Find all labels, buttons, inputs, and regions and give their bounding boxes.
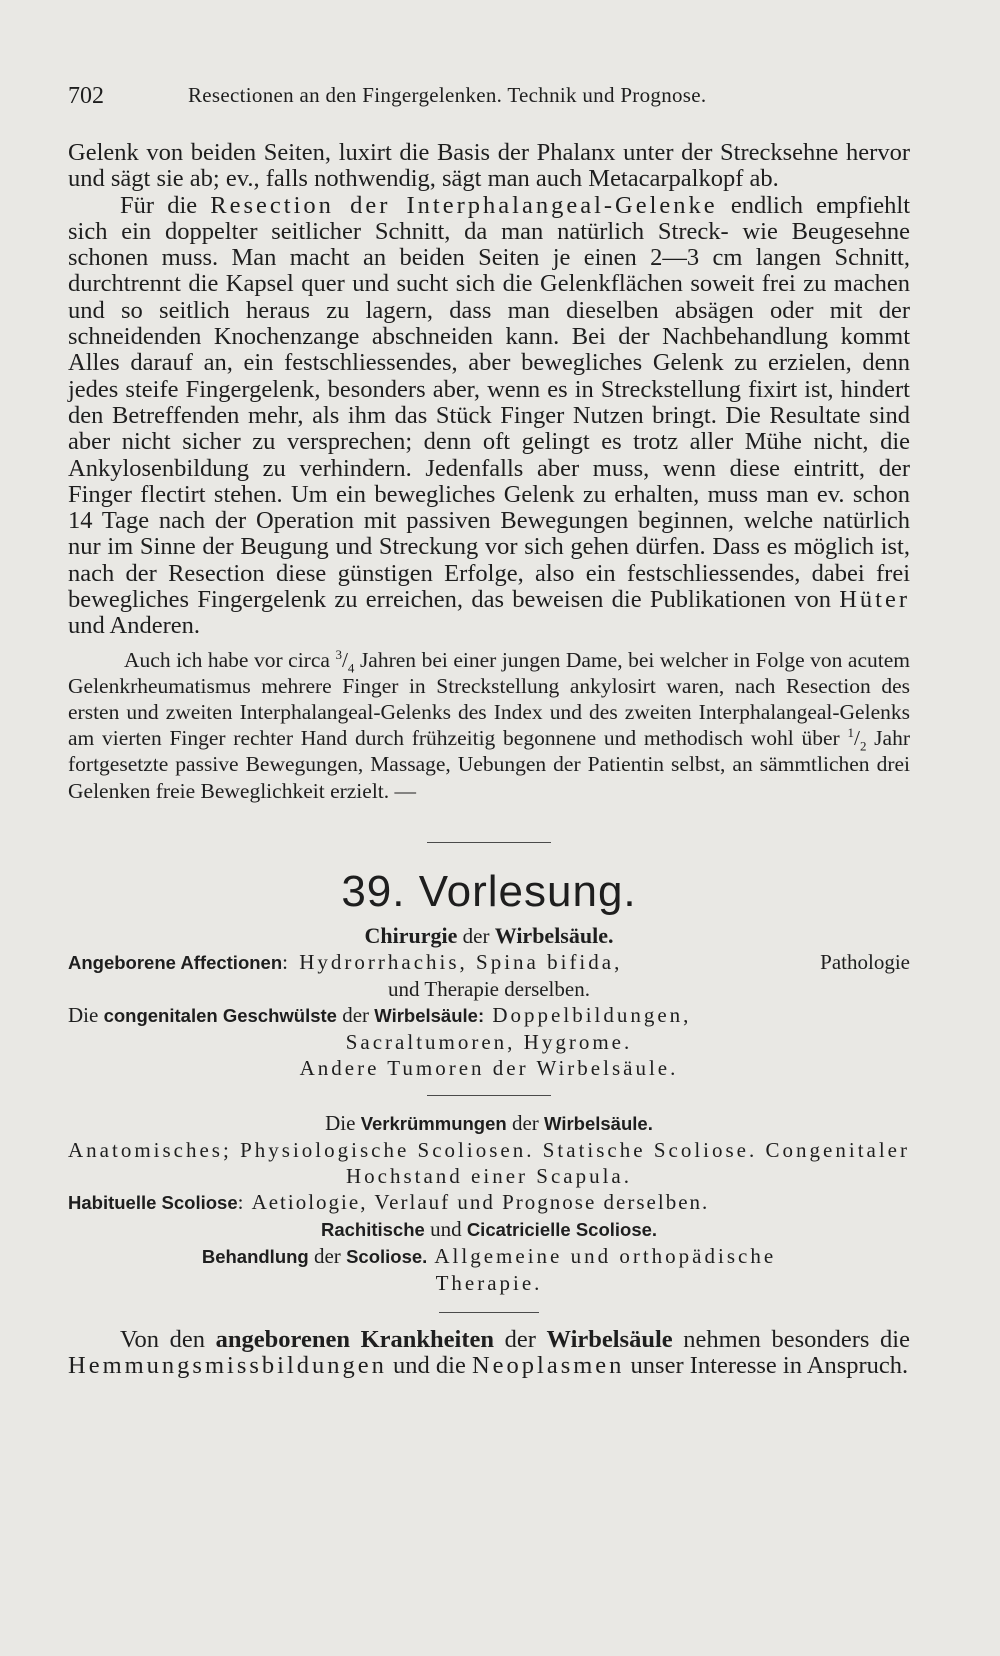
divider [427,842,551,843]
page-header [68,83,910,113]
paragraph-1: Gelenk von beiden Seiten, luxirt die Basis der Phalanx unter der Strecksehne hervor und sägt sie ab; ev., falls nothwendig, sägt man auch Metacarpalkopf ab. [68,139,910,193]
summary-line-1: Angeborene Affectionen: Hydrorrhachis, Spina bifida, Pathologie [68,949,910,974]
summary-line-8: Habituelle Scoliose: Aetiologie, Verlauf und Prognose derselben. [68,1189,710,1214]
divider [439,1312,539,1313]
summary-line-10: Behandlung der Scoliose. Allgemeine und orthopädische [201,1243,777,1268]
summary-line-3: Die congenitalen Geschwülste der Wirbelsäule: Doppelbildungen, [68,1002,692,1027]
paragraph-3: Auch ich habe vor circa $^3/_4$ Jahren bei einer jungen Dame, bei welcher in Folge von acutem Gelenkrheumatismus mehrere Finger in Streckstellung ankylosirt waren, nach Resection des ersten und zweiten Interphalangeal-Gelenks des Index und des zweiten Interphalangeal-Gelenks am vierten Finger rechter Hand durch frühzeitig begonnene und methodisch wohl über $^1/_2$ Jahr fortgesetzte passive Bewegungen, Massage, Uebungen der Patientin selbst, an sämmtlichen drei Gelenken freie Beweglichkeit erzielt. — [68,646,911,803]
summary-line-11: Therapie. [435,1270,543,1295]
paragraph-2: Für die Resection der Interphalangeal-Gelenke endlich empfiehlt sich ein doppelter seitlicher Schnitt, da man natürlich Streck- wie Beugesehne schonen muss. Man macht an beiden Seiten je einen 2—3 cm langen Schnitt, durchtrennt die Kapsel quer und sucht sich die Gelenkflächen soweit frei zu machen und so seitlich heraus zu lagern, dass man dieselben absägen oder mit der schneidenden Knochenzange abschneiden kann. Bei der Nachbehandlung kommt Alles darauf an, ein festschliessendes, aber bewegliches Gelenk zu erzielen, denn jedes steife Fingergelenk, besonders aber, wenn es in Streckstellung fixirt ist, hindert den Betreffenden mehr, als ihm das Stück Finger Nutzen bringt. Die Resultate sind aber nicht sicher zu versprechen; denn oft gelingt es trotz aller Mühe nicht, die Ankylosenbildung zu verhindern. Jedenfalls aber muss, wenn diese eintritt, der Finger flectirt stehen. Um ein bewegliches Gelenk zu erhalten, muss man ev. schon 14 Tage nach der Operation mit passiven Bewegungen beginnen, welche natürlich nur im Sinne der Beugung und Streckung vor sich gehen dürfen. Dass es möglich ist, nach der Resection diese günstigen Erfolge, also ein festschliessendes, dabei frei bewegliches Fingergelenk zu erreichen, das beweisen die Publikationen von Hüter und Anderen. [68,191,910,640]
summary-line-4: Sacraltumoren, Hygrome. [345,1029,633,1054]
author-name: Hüter [839,586,910,614]
summary-line-2: und Therapie derselben. [388,976,590,1001]
summary-line-5: Andere Tumoren der Wirbelsäule. [299,1055,679,1080]
summary-line-6: Die Verkrümmungen der Wirbelsäule. [325,1110,653,1135]
running-title: Resectionen an den Fingergelenken. Technik und Prognose. [188,83,707,107]
closing-paragraph: Von den angeborenen Krankheiten der Wirbelsäule nehmen besonders die Hemmungsmissbildungen und die Neoplasmen unser Interesse in Anspruch. [68,1325,910,1380]
spaced-term: Resection der Interphalangeal-Gelenke [210,191,718,219]
lecture-subtitle: Chirurgie der Wirbelsäule. [364,922,614,948]
page-number: 702 [68,83,104,109]
page-body [68,140,910,1380]
summary-line-9: Rachitische und Cicatricielle Scoliose. [320,1216,658,1241]
summary-line-7: Anatomisches; Physiologische Scoliosen. Statische Scoliose. Congenitaler Hochstand einer Scapula. [68,1137,910,1188]
lecture-title: 39. Vorlesung. [341,866,637,916]
divider [427,1095,551,1096]
